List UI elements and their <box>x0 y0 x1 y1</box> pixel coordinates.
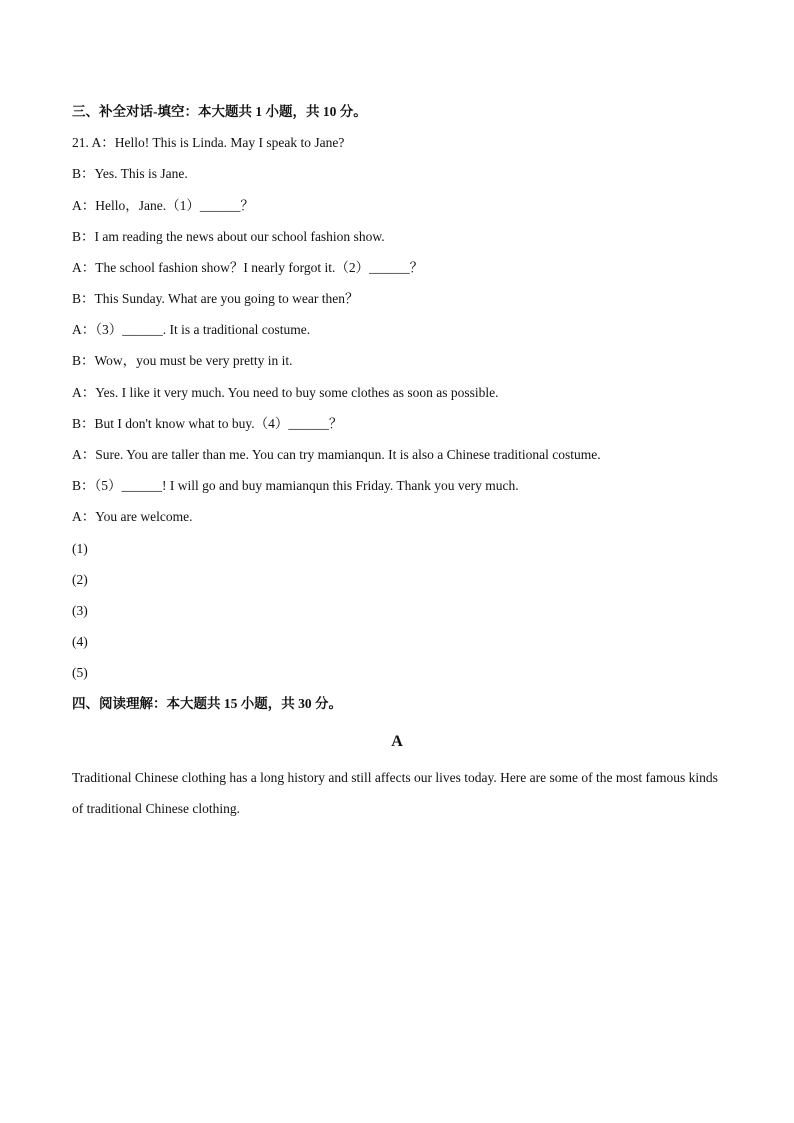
dialogue-line-10: B：But I don't know what to buy.（4）______？ <box>72 416 343 431</box>
passage-paragraph: Traditional Chinese clothing has a long history and still affects our lives today. Here are some of the most famous kinds of traditional Chinese clothing. <box>72 770 718 816</box>
dialogue-line-1: 21. A：Hello! This is Linda. May I speak to Jane? <box>72 135 345 150</box>
dialogue-line-2: B：Yes. This is Jane. <box>72 166 188 181</box>
dialogue-line-11: A：Sure. You are taller than me. You can try mamianqun. It is also a Chinese traditional costume. <box>72 447 601 462</box>
dialogue-line-8: B：Wow，you must be very pretty in it. <box>72 353 293 368</box>
dialogue-line-9: A：Yes. I like it very much. You need to buy some clothes as soon as possible. <box>72 385 499 400</box>
dialogue-line-5: A：The school fashion show？I nearly forgot it.（2）______？ <box>72 260 424 275</box>
answer-label-3: (3) <box>72 603 88 618</box>
dialogue-line-12: B：（5）______! I will go and buy mamianqun this Friday. Thank you very much. <box>72 478 519 493</box>
passage-title: A <box>391 733 403 750</box>
answer-label-4: (4) <box>72 634 88 649</box>
dialogue-line-6: B：This Sunday. What are you going to wear then？ <box>72 291 359 306</box>
dialogue-line-13: A：You are welcome. <box>72 509 193 524</box>
dialogue-line-3: A：Hello，Jane.（1）______？ <box>72 198 254 213</box>
answer-label-5: (5) <box>72 665 88 680</box>
dialogue-line-4: B：I am reading the news about our school fashion show. <box>72 229 385 244</box>
answer-label-2: (2) <box>72 572 88 587</box>
section-3-heading: 三、补全对话-填空：本大题共 1 小题，共 10 分。 <box>72 104 367 119</box>
dialogue-line-7: A：（3）______. It is a traditional costume. <box>72 322 311 337</box>
section-4-heading: 四、阅读理解：本大题共 15 小题，共 30 分。 <box>72 696 342 711</box>
answer-label-1: (1) <box>72 541 88 556</box>
